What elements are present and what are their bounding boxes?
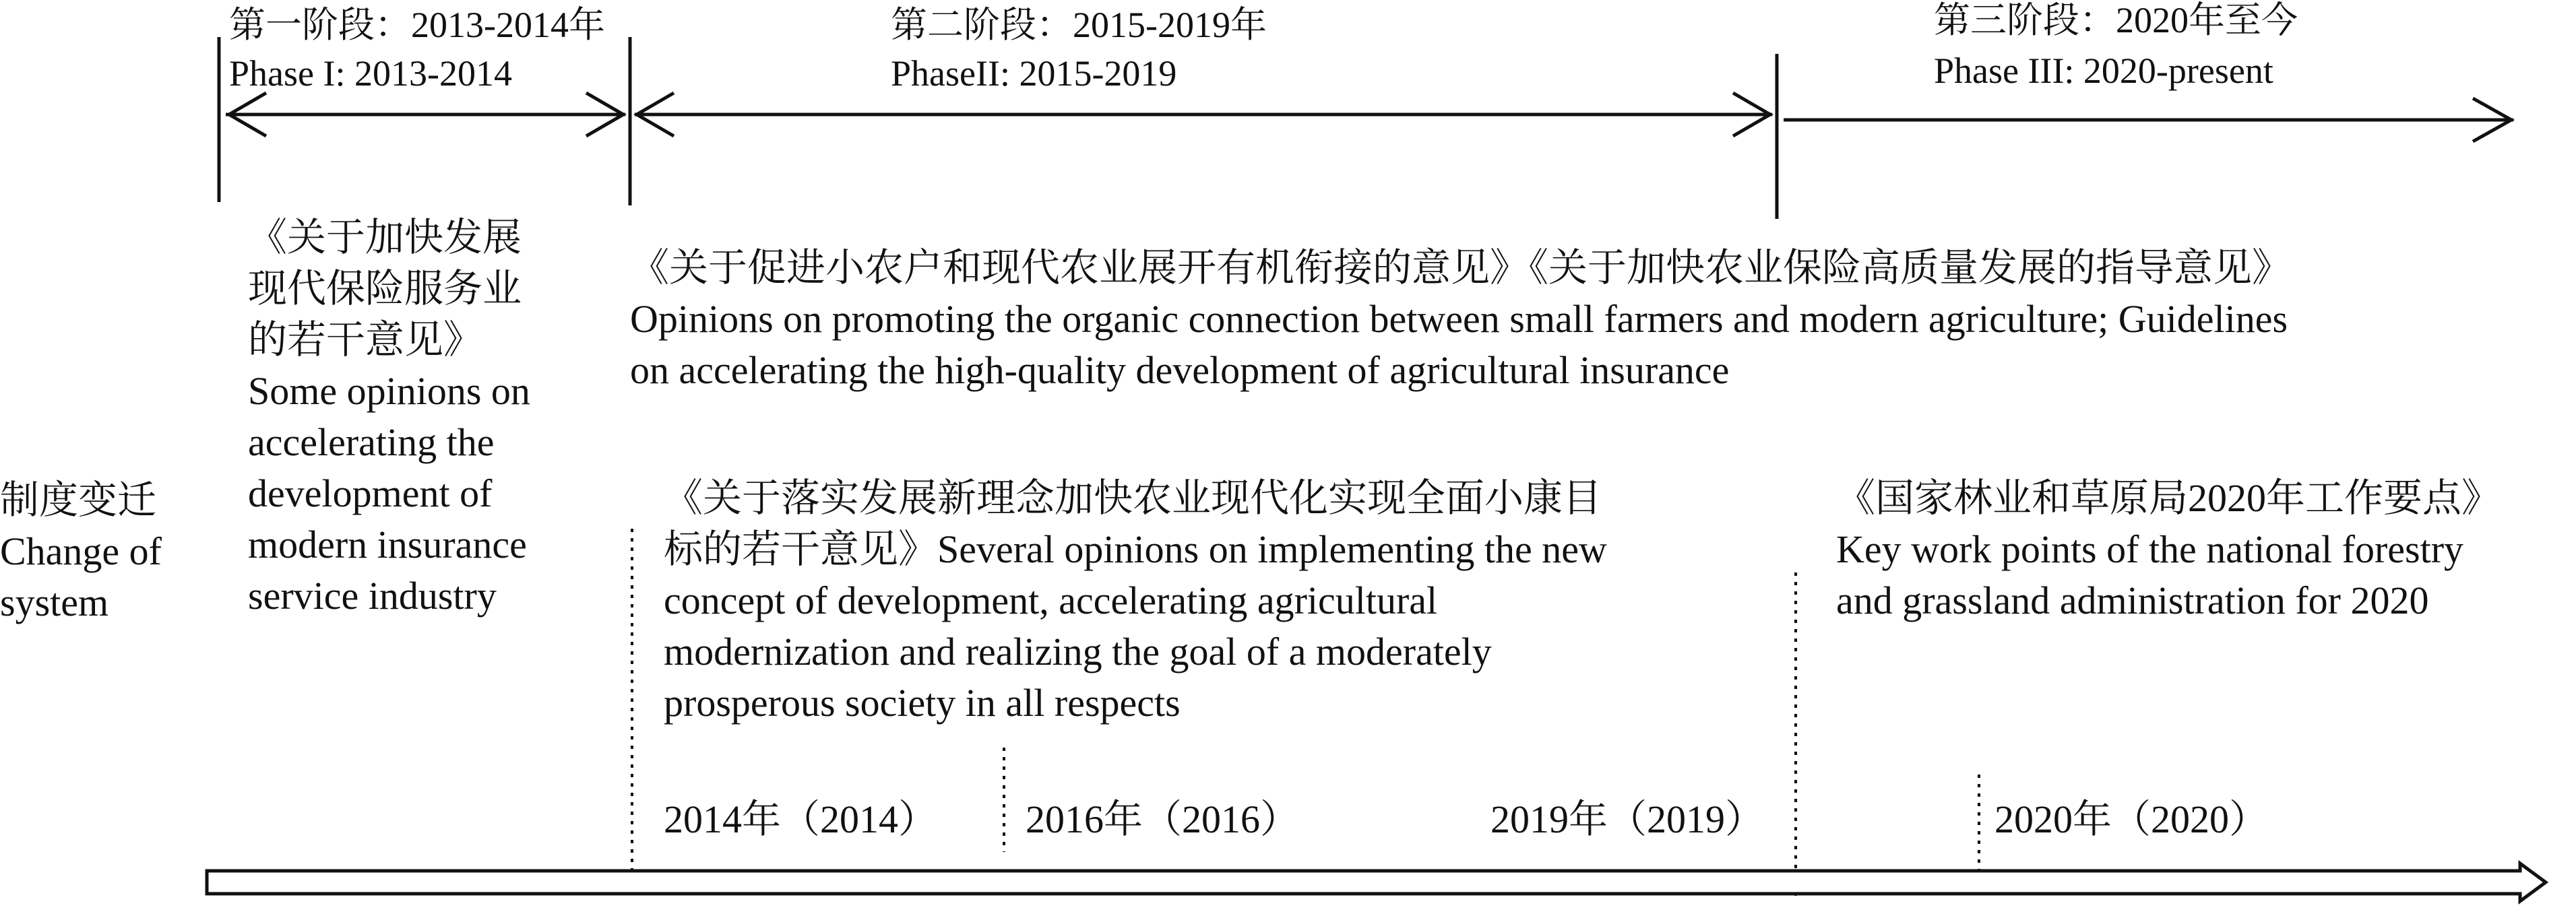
- policy-doc-2013: [248, 212, 530, 622]
- policy-doc-2013-en-line2: accelerating the: [248, 420, 495, 464]
- policy-doc-2013-en-line4: modern insurance: [248, 523, 527, 566]
- policy-doc-2016-line5: prosperous society in all respects: [664, 681, 1181, 725]
- phase2-label-zh: 第二阶段：2015-2019年: [891, 5, 1267, 45]
- phase1-label-zh: 第一阶段：2013-2014年: [229, 5, 605, 45]
- policy-doc-2020-line1: 《国家林业和草原局2020年工作要点》: [1836, 476, 2501, 520]
- policy-doc-2016-line2: 标的若干意见》Several opinions on implementing the new: [664, 527, 1607, 571]
- policy-doc-2018-en-line1: Opinions on promoting the organic connection between small farmers and modern agriculture; Guidelines: [630, 297, 2288, 341]
- side-label-en-line2: system: [0, 581, 109, 624]
- policy-doc-2016: [664, 473, 1607, 729]
- phase3-label-en: Phase III: 2020-present: [1934, 51, 2273, 91]
- policy-doc-2016-line1: 《关于落实发展新理念加快农业现代化实现全面小康目: [664, 476, 1602, 520]
- policy-doc-2020-line2: Key work points of the national forestry: [1836, 527, 2464, 571]
- phase1-label-en: Phase I: 2013-2014: [229, 53, 512, 94]
- phase2-arrow: [635, 93, 1772, 136]
- side-label: [0, 475, 162, 628]
- policy-doc-2020-line3: and grassland administration for 2020: [1836, 579, 2429, 622]
- policy-doc-2016-line4: modernization and realizing the goal of a moderately: [664, 630, 1492, 673]
- policy-doc-2020: [1836, 473, 2501, 626]
- policy-doc-2013-en-line5: service industry: [248, 574, 497, 618]
- policy-doc-2016-line3: concept of development, accelerating agricultural: [664, 579, 1438, 622]
- phase1-arrow: [226, 93, 625, 136]
- time-axis-arrow: [207, 863, 2546, 901]
- year-label-2016: 2016年（2016）: [1026, 797, 1300, 841]
- phase3-label-zh: 第三阶段：2020年至今: [1934, 0, 2298, 40]
- policy-doc-2018-2019: [630, 242, 2291, 396]
- side-label-en-line1: Change of: [0, 529, 162, 573]
- phase3-arrow: [1784, 98, 2513, 141]
- policy-doc-2013-zh-line1: 《关于加快发展: [248, 216, 522, 259]
- year-label-2020: 2020年（2020）: [1994, 797, 2269, 841]
- phase2-label-en: PhaseII: 2015-2019: [891, 53, 1177, 94]
- policy-doc-2013-zh-line3: 的若干意见》: [248, 318, 483, 362]
- year-label-2014: 2014年（2014）: [664, 797, 938, 841]
- side-label-zh: 制度变迁: [0, 478, 157, 522]
- policy-doc-2018-en-line2: on accelerating the high-quality development of agricultural insurance: [630, 348, 1730, 392]
- policy-doc-2013-en-line3: development of: [248, 471, 493, 515]
- policy-doc-2018-zh-line1: 《关于促进小农户和现代农业展开有机衔接的意见》《关于加快农业保险高质量发展的指导意见》: [630, 246, 2292, 290]
- policy-doc-2013-zh-line2: 现代保险服务业: [248, 267, 522, 310]
- year-label-2019: 2019年（2019）: [1490, 797, 1765, 841]
- policy-doc-2013-en-line1: Some opinions on: [248, 369, 530, 413]
